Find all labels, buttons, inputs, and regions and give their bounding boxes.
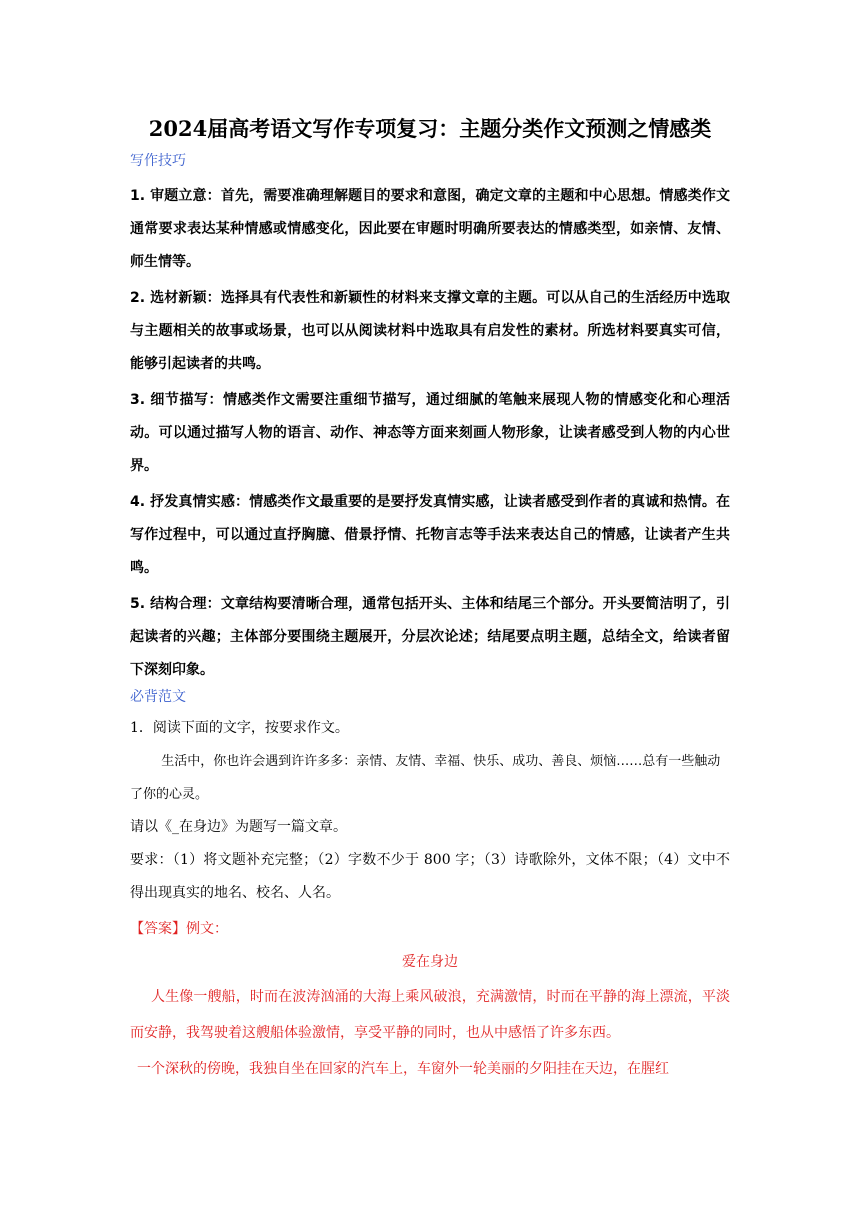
document-content [130,114,730,1087]
answer-label: 例文： [186,921,228,937]
tip-3: 3. 细节描写：情感类作文需要注重细节描写，通过细腻的笔触来展现人物的情感变化和心理活动。可以通过描写人物的语言、动作、神态等方面来刻画人物形象，让读者感受到人物的内心世界。 [130,392,730,474]
tip-5: 5. 结构合理：文章结构要清晰合理，通常包括开头、主体和结尾三个部分。开头要简洁明了，引起读者的兴趣；主体部分要围绕主题展开，分层次论述；结尾要点明主题，总结全文，给读者留下深刻印象。 [130,596,730,678]
prompt-intro: 1．阅读下面的文字，按要求作文。 [130,720,349,736]
prompt-requirements: 要求：（1）将文题补充完整；（2）字数不少于 800 字；（3）诗歌除外，文体不限；（4）文中不得出现真实的地名、校名、人名。 [130,852,730,901]
essay-title: 爱在身边 [402,954,458,970]
answer-tag: 【答案】 [130,921,186,937]
section-heading-writing-tips: 写作技巧 [130,153,186,169]
answer-line [130,913,730,946]
essay-paragraph-2: 一个深秋的傍晚，我独自坐在回家的汽车上，车窗外一轮美丽的夕阳挂在天边，在腥红 [137,1061,669,1077]
prompt-quote: 生活中，你也许会遇到许许多多：亲情、友情、幸福、快乐、成功、善良、烦恼……总有一些触动了你的心灵。 [130,754,721,802]
tip-2: 2. 选材新颖：选择具有代表性和新颖性的材料来支撑文章的主题。可以从自己的生活经历中选取与主题相关的故事或场景，也可以从阅读材料中选取具有启发性的素材。所选材料要真实可信，能够引起读者的共鸣。 [130,290,730,372]
tip-1: 1. 审题立意：首先，需要准确理解题目的要求和意图，确定文章的主题和中心思想。情感类作文通常要求表达某种情感或情感变化，因此要在审题时明确所要表达的情感类型，如亲情、友情、师生情等。 [130,188,730,270]
essay-paragraph-1: 人生像一艘船，时而在波涛汹涌的大海上乘风破浪，充满激情，时而在平静的海上漂流，平淡而安静，我驾驶着这艘船体验激情，享受平静的同时，也从中感悟了许多东西。 [130,989,730,1041]
section-heading-model-essays: 必背范文 [130,689,186,705]
prompt-instruction: 请以《_在身边》为题写一篇文章。 [130,819,347,835]
tip-4: 4. 抒发真情实感：情感类作文最重要的是要抒发真情实感，让读者感受到作者的真诚和热情。在写作过程中，可以通过直抒胸臆、借景抒情、托物言志等手法来表达自己的情感，让读者产生共鸣。 [130,494,730,576]
document-title: 2024届高考语文写作专项复习：主题分类作文预测之情感类 [148,116,712,141]
